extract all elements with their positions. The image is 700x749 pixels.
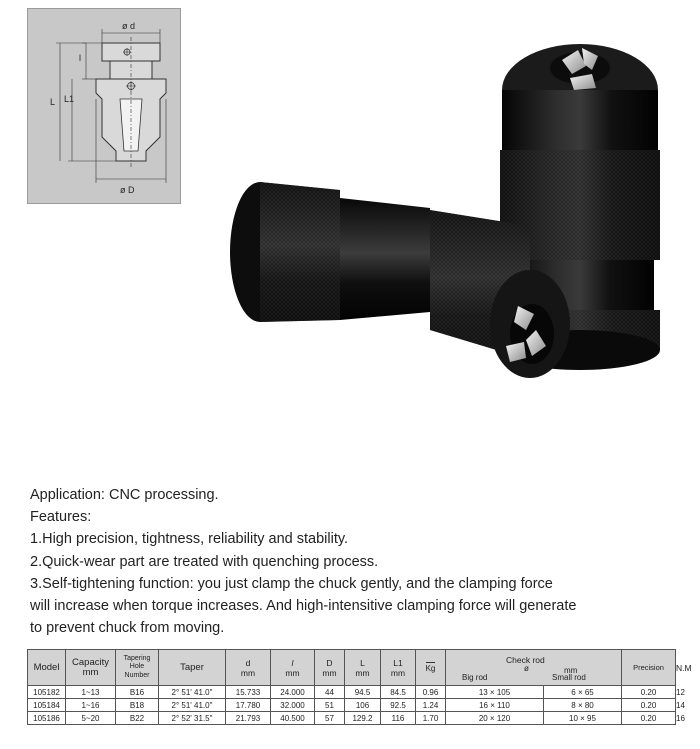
specification-table: Model Capacity mm Tapering Hole Number Taper d mm l mm D mm L mm L1 mm Kg Check rod ø mm Big rod Small rod Precision N.M 105182 1~13 B16 2° 51' 41.0" 15.733 24.000 44 94.5 84.5 0.96 13 × 105 6 × 65 0.20 12 105184 1~16 B18 2° 51' 41.0" 17.780 32.000 51 106 92.5 1.24 16 × 110 8 × 80 0.20 14 105186 5~20 B22 2° 52' 31.5" 21.793 40.500 57 129.2 116 1.70 20 × 120 10 × 95 0.20 16 — [27, 649, 676, 725]
cell-tapering: B16 — [116, 686, 159, 699]
cell-big-rod: 20 × 120 — [446, 712, 544, 725]
product-image-drill-chucks — [200, 30, 680, 390]
header-check-rod: Check rod ø mm Big rod Small rod — [446, 650, 622, 686]
header-taper: Taper — [159, 650, 226, 686]
header-L: L mm — [345, 650, 381, 686]
cell-l: 24.000 — [271, 686, 315, 699]
cell-L: 94.5 — [345, 686, 381, 699]
cell-D: 44 — [315, 686, 345, 699]
cell-model: 105182 — [28, 686, 66, 699]
weight-icon: Kg — [425, 663, 436, 673]
cell-taper: 2° 51' 41.0" — [159, 699, 226, 712]
product-description — [30, 484, 690, 639]
table-row: 105182 1~13 B16 2° 51' 41.0" 15.733 24.000 44 94.5 84.5 0.96 13 × 105 6 × 65 0.20 12 — [28, 686, 676, 699]
cell-precision: 0.20 — [622, 686, 676, 699]
cell-L1: 116 — [381, 712, 416, 725]
cell-L1: 84.5 — [381, 686, 416, 699]
cell-taper: 2° 52' 31.5" — [159, 712, 226, 725]
label-D: ø D — [120, 185, 135, 195]
header-weight — [416, 650, 446, 686]
header-L1: L1 mm — [381, 650, 416, 686]
cell-D: 51 — [315, 699, 345, 712]
cell-capacity: 5~20 — [66, 712, 116, 725]
cell-taper: 2° 51' 41.0" — [159, 686, 226, 699]
label-L: L — [50, 97, 56, 107]
label-L1: L1 — [64, 94, 75, 104]
cell-L: 106 — [345, 699, 381, 712]
feature-line-4: will increase when torque increases. And high-intensitive clamping force will generate — [30, 598, 577, 615]
cell-d: 21.793 — [226, 712, 271, 725]
table-row: 105186 5~20 B22 2° 52' 31.5" 21.793 40.500 57 129.2 116 1.70 20 × 120 10 × 95 0.20 16 — [28, 712, 676, 725]
feature-line-2: 2.Quick-wear part are treated with quenching process. — [30, 553, 379, 570]
application-text: Application: CNC processing. — [30, 487, 219, 503]
header-D: D mm — [315, 650, 345, 686]
feature-line-3: 3.Self-tightening function: you just clamp the chuck gently, and the clamping force — [30, 575, 553, 592]
cell-kg: 0.96 — [416, 686, 446, 699]
cell-L: 129.2 — [345, 712, 381, 725]
features-title: Features: — [30, 509, 92, 526]
label-l: l — [79, 53, 81, 63]
cell-small-rod: 6 × 65 — [544, 686, 622, 699]
feature-line-1: 1.High precision, tightness, reliability and stability. — [30, 531, 349, 548]
header-capacity: Capacity mm — [66, 650, 116, 686]
table-row: 105184 1~16 B18 2° 51' 41.0" 17.780 32.000 51 106 92.5 1.24 16 × 110 8 × 80 0.20 14 — [28, 699, 676, 712]
cell-d: 15.733 — [226, 686, 271, 699]
cell-d: 17.780 — [226, 699, 271, 712]
header-model: Model — [28, 650, 66, 686]
label-d: ø d — [122, 21, 136, 31]
cell-kg: 1.24 — [416, 699, 446, 712]
feature-line-5: to prevent chuck from moving. — [30, 620, 225, 637]
cell-D: 57 — [315, 712, 345, 725]
cell-capacity: 1~16 — [66, 699, 116, 712]
header-l: l mm — [271, 650, 315, 686]
cell-big-rod: 13 × 105 — [446, 686, 544, 699]
cell-capacity: 1~13 — [66, 686, 116, 699]
cell-L1: 92.5 — [381, 699, 416, 712]
cell-tapering: B22 — [116, 712, 159, 725]
header-tapering-hole: Tapering Hole Number — [116, 650, 159, 686]
header-d: d mm — [226, 650, 271, 686]
cell-precision: 0.20 — [622, 699, 676, 712]
cell-kg: 1.70 — [416, 712, 446, 725]
cell-l: 40.500 — [271, 712, 315, 725]
cell-model: 105186 — [28, 712, 66, 725]
cell-model: 105184 — [28, 699, 66, 712]
dimension-diagram — [27, 8, 181, 204]
cell-small-rod: 10 × 95 — [544, 712, 622, 725]
cell-tapering: B18 — [116, 699, 159, 712]
cell-big-rod: 16 × 110 — [446, 699, 544, 712]
cell-small-rod: 8 × 80 — [544, 699, 622, 712]
header-precision: Precision — [622, 650, 676, 686]
cell-precision: 0.20 — [622, 712, 676, 725]
cell-l: 32.000 — [271, 699, 315, 712]
